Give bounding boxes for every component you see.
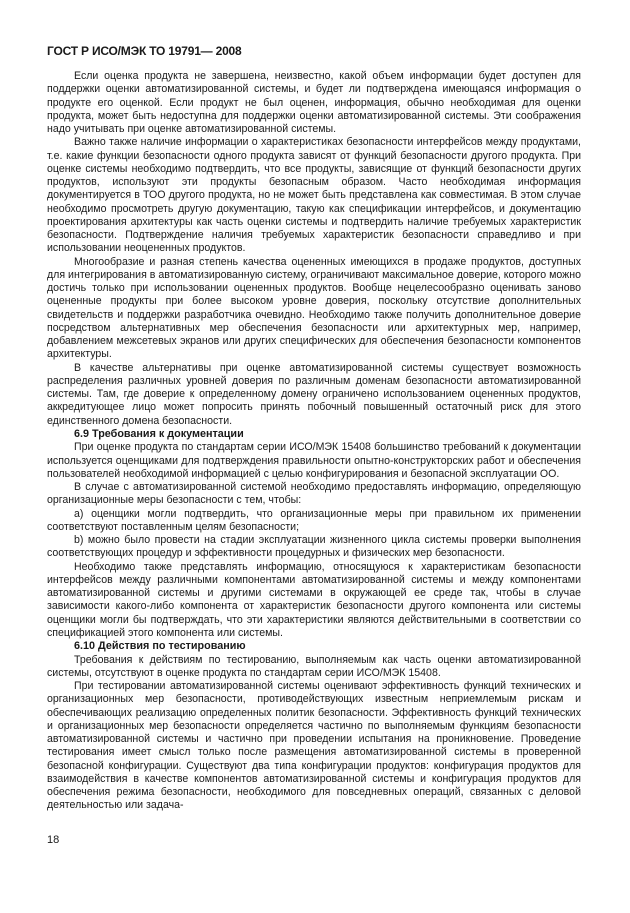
paragraph: Требования к действиям по тестированию, выполняемым как часть оценки автоматизированной системы, отсутствуют в оценке продукта по стандартам серии ИСО/МЭК 15408. xyxy=(47,653,581,679)
section-heading: 6.9 Требования к документации xyxy=(74,427,244,440)
list-item: a) оценщики могли подтвердить, что организационные меры при правильном их применении соответствуют поставленным целям безопасности; xyxy=(47,507,581,533)
paragraph: Необходимо также представлять информацию, относящуюся к характеристикам безопасности интерфейсов между различными компонентами автоматизированной системы и между компонентами автоматизированной системы и другими системами в окружающей ее среде так, чтобы в случае зависимости какого-либо компонента от характеристик безопасности другого компонента или системы оценщики могли бы подтверждать, что эти характеристики являются действительными в соответствии со спецификацией этого компонента или системы. xyxy=(47,560,581,639)
list-item: b) можно было провести на стадии эксплуатации жизненного цикла системы проверки выполнения соответствующих процедур и эффективности процедурных и физических мер безопасности. xyxy=(47,534,581,560)
page-header: ГОСТ Р ИСО/МЭК ТО 19791— 2008 xyxy=(47,44,242,58)
paragraph: В качестве альтернативы при оценке автоматизированной системы существует возможность распределения различных уровней доверия по различным доменам безопасности автоматизированной системы. Там, где доверие к определенному домену ограничено использованием оцененных продуктов, аккредитующее лицо может попросить принять побочный повышенный остаточный риск для этого единственного домена безопасности. xyxy=(47,361,581,427)
section-heading: 6.10 Действия по тестированию xyxy=(74,640,246,652)
paragraph: Важно также наличие информации о характеристиках безопасности интерфейсов между продуктами, т.е. какие функции безопасности одного продукта зависят от функций безопасности другого продукта. При оценке системы необходимо подтвердить, что все продукты, зависящие от функций безопасности других продуктов, используют эти продукты безопасным образом. Часто необходимая информация документируется в ТОО другого продукта, но не может быть представлена как совместимая. В этом случае необходимо просмотреть другую документацию, такую как спецификации интерфейсов, и документацию проектирования архитектуры как часть оценки системы и подтвердить наличие требуемых характеристик безопасности. Подтверждение наличия требуемых характеристик безопасности справедливо и при использовании неоцененных продуктов. xyxy=(47,136,581,255)
paragraph: При тестировании автоматизированной системы оценивают эффективность функций технических и организационных мер безопасности, противодействующих известным неприемлемым рискам и обеспечивающих реализацию определенных политик безопасности. Эффективность функций технических и организационных мер безопасности определяется частично по выполняемым функциям безопасности автоматизированной системы и частично при проведении испытания на проникновение. Проведение тестирования имеет смысл только после размещения автоматизированной системы в проверенной безопасной конфигурации. Существуют два типа конфигурации продуктов: конфигурация продуктов для взаимодействия в качестве компонентов автоматизированной системы и конфигурация продуктов для обеспечения режима безопасности, необходимого для повседневных операций, связанных с деловой деятельностью или задача- xyxy=(47,680,581,812)
paragraph: Если оценка продукта не завершена, неизвестно, какой объем информации будет доступен для поддержки оценки автоматизированной системы, и будет ли подтверждена имеющаяся информация о продукте его оценкой. Если продукт не был оценен, информация, обычно необходимая для оценки продукта, может быть недоступна для поддержки оценки автоматизированной системы. Эти соображения надо учитывать при оценке автоматизированной системы. xyxy=(47,70,581,135)
page-body xyxy=(47,70,581,813)
paragraph: При оценке продукта по стандартам серии ИСО/МЭК 15408 большинство требований к документации используется оценщиками для подтверждения правильности опытно-конструкторских работ и обеспечения пользователей необходимой информацией с целью конфигурирования и безопасной эксплуатации ОО. xyxy=(47,441,581,480)
paragraph: Многообразие и разная степень качества оцененных имеющихся в продаже продуктов, доступных для интегрирования в автоматизированную систему, ограничивают максимальное доверие, которого можно достичь только при использовании оцененных продуктов. Вообще нецелесообразно оценивать заново оцененные продукты при более высоком уровне доверия, поскольку отсутствие дополнительных свидетельств и поддержки разработчика очевидно. Необходимо также получить дополнительное доверие посредством альтернативных мер обеспечения безопасности или архитектурных мер, например, добавлением межсетевых экранов или других специфических для обеспечения безопасности компонентов архитектуры. xyxy=(47,255,581,361)
paragraph: В случае с автоматизированной системой необходимо предоставлять информацию, определяющую организационные меры безопасности с тем, чтобы: xyxy=(47,481,581,507)
page-number: 18 xyxy=(47,834,60,846)
